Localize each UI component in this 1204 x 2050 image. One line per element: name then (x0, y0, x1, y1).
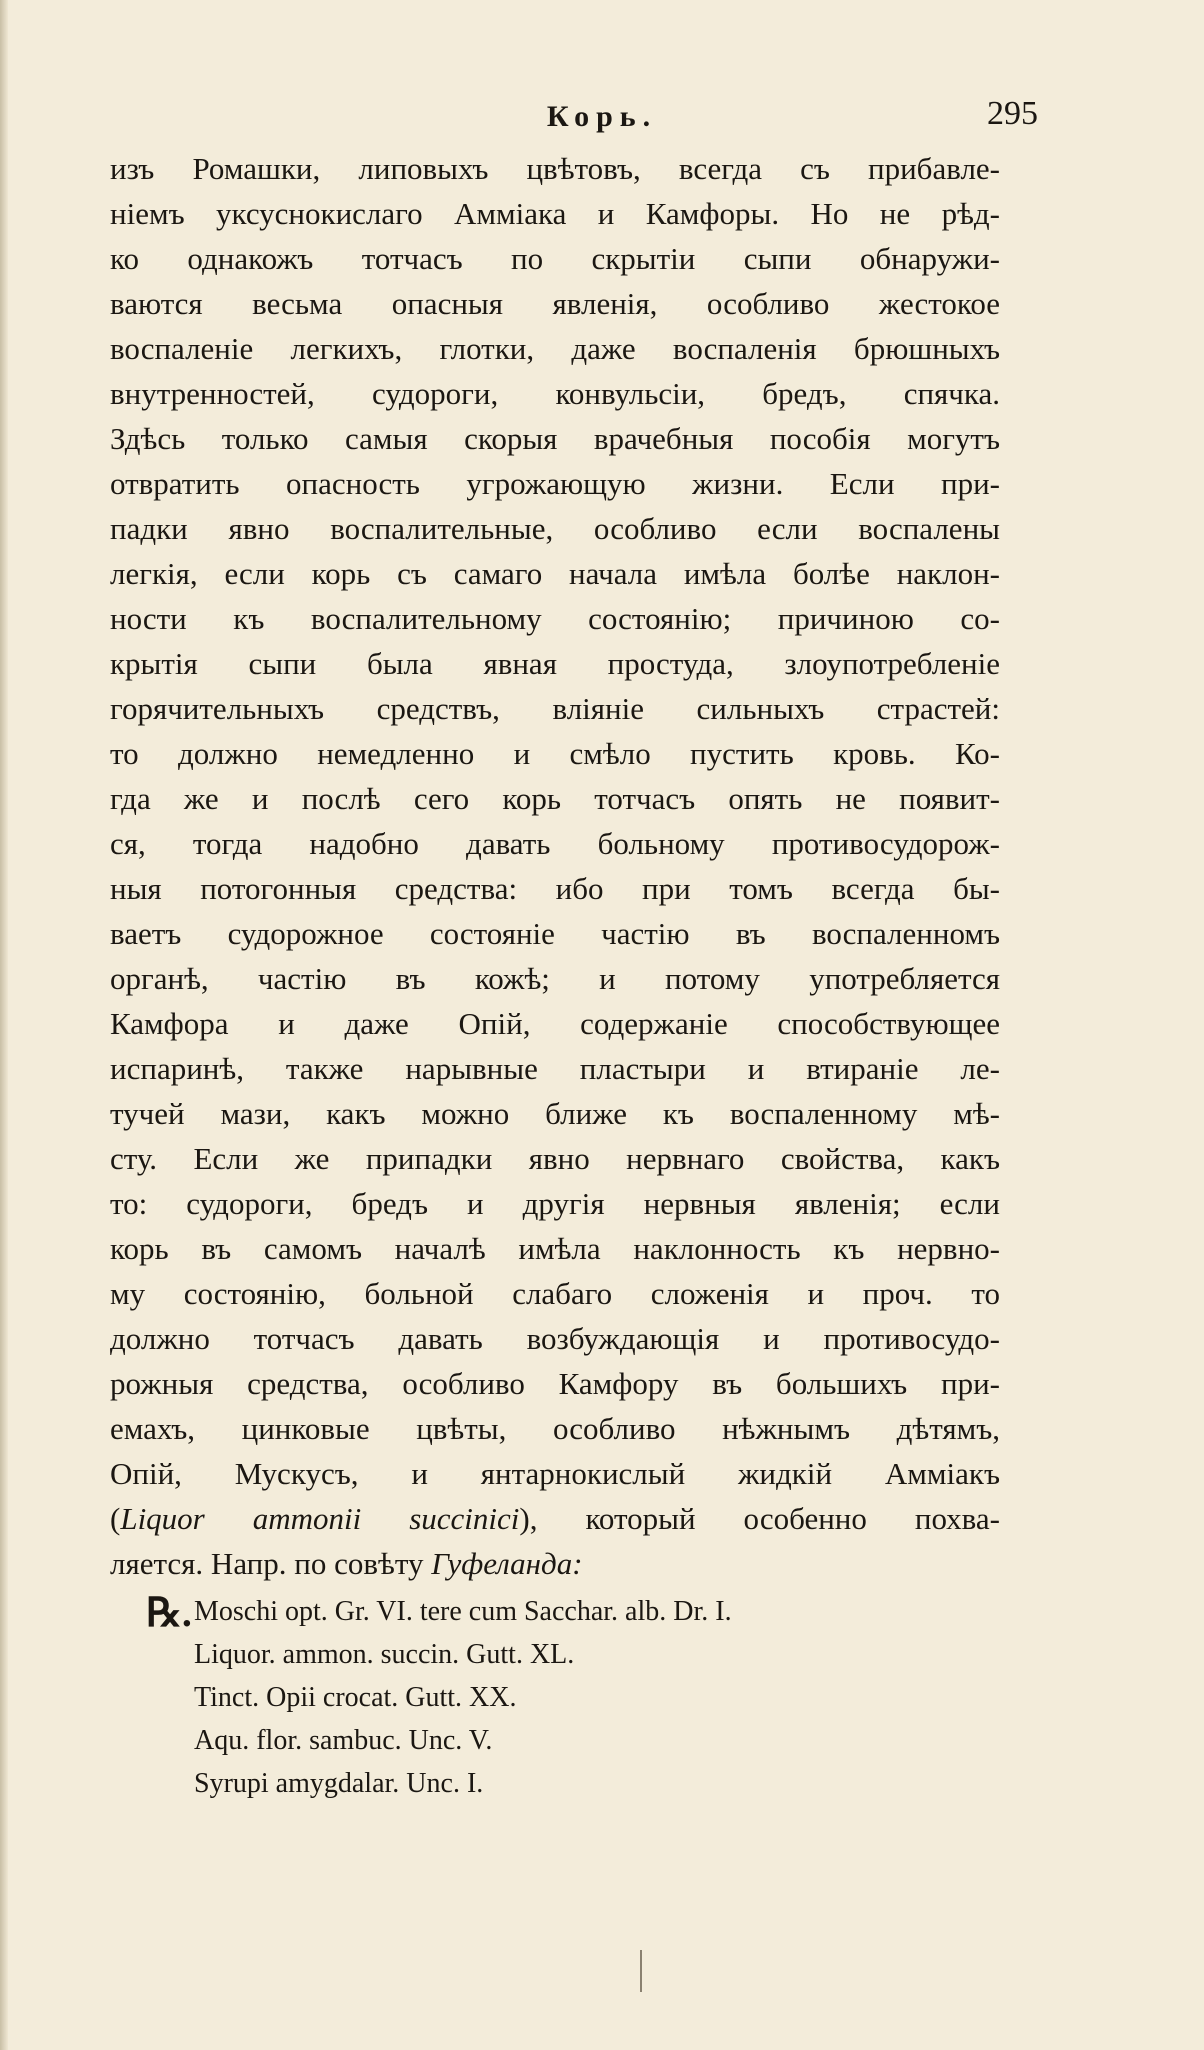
text-line: органѣ, частію въ кожѣ; и потому употребляется (110, 961, 1000, 996)
text-line: гда же и послѣ сего корь тотчасъ опять не появит- (110, 781, 1000, 816)
text-line: тучей мази, какъ можно ближе къ воспаленному мѣ- (110, 1096, 1000, 1131)
text-line: ваетъ судорожное состояніе частію въ воспаленномъ (110, 916, 1000, 951)
text-line: воспаленіе легкихъ, глотки, даже воспаленія брюшныхъ (110, 331, 1000, 366)
prescription-line: Tinct. Opii crocat. Gutt. XX. (194, 1682, 517, 1713)
text-line: ныя потогонныя средства: ибо при томъ всегда бы- (110, 871, 1000, 906)
text-line: должно тотчасъ давать возбуждающія и противосудо- (110, 1321, 1000, 1356)
text-line: то должно немедленно и смѣло пустить кровь. Ко- (110, 736, 1000, 771)
author-name: Гуфеланда: (431, 1546, 583, 1581)
open-paren: ( (110, 1501, 121, 1536)
text-line: Опій, Мускусъ, и янтарнокислый жидкій Амміакъ (110, 1456, 1000, 1491)
latin-term: Liquor ammonii succinici (120, 1501, 520, 1536)
text-line: емахъ, цинковые цвѣты, особливо нѣжнымъ дѣтямъ, (110, 1411, 1000, 1446)
text-line: отвратить опасность угрожающую жизни. Если при- (110, 466, 1000, 501)
text-line: ся, тогда надобно давать больному противосудорож- (110, 826, 1000, 861)
prescription-line: Syrupi amygdalar. Unc. I. (194, 1768, 484, 1799)
text-line: рожныя средства, особливо Камфору въ большихъ при- (110, 1366, 1000, 1401)
running-title: Корь. (546, 100, 658, 133)
text-line: то: судороги, бредъ и другія нервныя явленія; если (110, 1186, 1000, 1221)
text-line: изъ Ромашки, липовыхъ цвѣтовъ, всегда съ прибавле- (110, 151, 1000, 186)
gutter-mark (640, 1950, 642, 1992)
page-edge (0, 0, 8, 2050)
text-line: сту. Если же припадки явно нервнаго свойства, какъ (110, 1141, 1000, 1176)
text-line: горячительныхъ средствъ, вліяніе сильныхъ страстей: (110, 691, 1000, 726)
text-line: легкія, если корь съ самаго начала имѣла болѣе наклон- (110, 556, 1000, 591)
body-text (110, 146, 1000, 1586)
text-line: ніемъ уксуснокислаго Амміака и Камфоры. Но не рѣд- (110, 196, 1000, 231)
line-continuation: ), который особенно похва- (519, 1501, 1000, 1536)
text-line: Камфора и даже Опій, содержаніе способствующее (110, 1006, 1000, 1041)
text-line: ко однакожъ тотчасъ по скрытіи сыпи обнаружи- (110, 241, 1000, 276)
text-line: ваются весьма опасныя явленія, особливо жестокое (110, 286, 1000, 321)
text-line (110, 1541, 1000, 1586)
text-line: испаринѣ, также нарывные пластыри и втираніе ле- (110, 1051, 1000, 1086)
text-line (110, 1496, 1000, 1541)
text-line: ности къ воспалительному состоянію; причиною со- (110, 601, 1000, 636)
text-line: внутренностей, судороги, конвульсіи, бредъ, спячка. (110, 376, 1000, 411)
text-line: крытія сыпи была явная простуда, злоупотребленіе (110, 646, 1000, 681)
text-line: му состоянію, больной слабаго сложенія и проч. то (110, 1276, 1000, 1311)
prescription-line: Liquor. ammon. succin. Gutt. XL. (194, 1639, 575, 1670)
prescription-list (194, 1590, 732, 1805)
recipe-symbol: ℞. (146, 1590, 192, 1635)
line-text: ляется. Напр. по совѣту (110, 1546, 432, 1581)
page-number: 295 (987, 95, 1038, 132)
prescription-line: Aqu. flor. sambuc. Unc. V. (194, 1725, 493, 1756)
text-line: падки явно воспалительные, особливо если воспалены (110, 511, 1000, 546)
text-line: Здѣсь только самыя скорыя врачебныя пособія могутъ (110, 421, 1000, 456)
prescription-line: Moschi opt. Gr. VI. tere cum Sacchar. alb. Dr. I. (194, 1596, 732, 1627)
text-line: корь въ самомъ началѣ имѣла наклонность къ нервно- (110, 1231, 1000, 1266)
running-head (0, 92, 1204, 142)
